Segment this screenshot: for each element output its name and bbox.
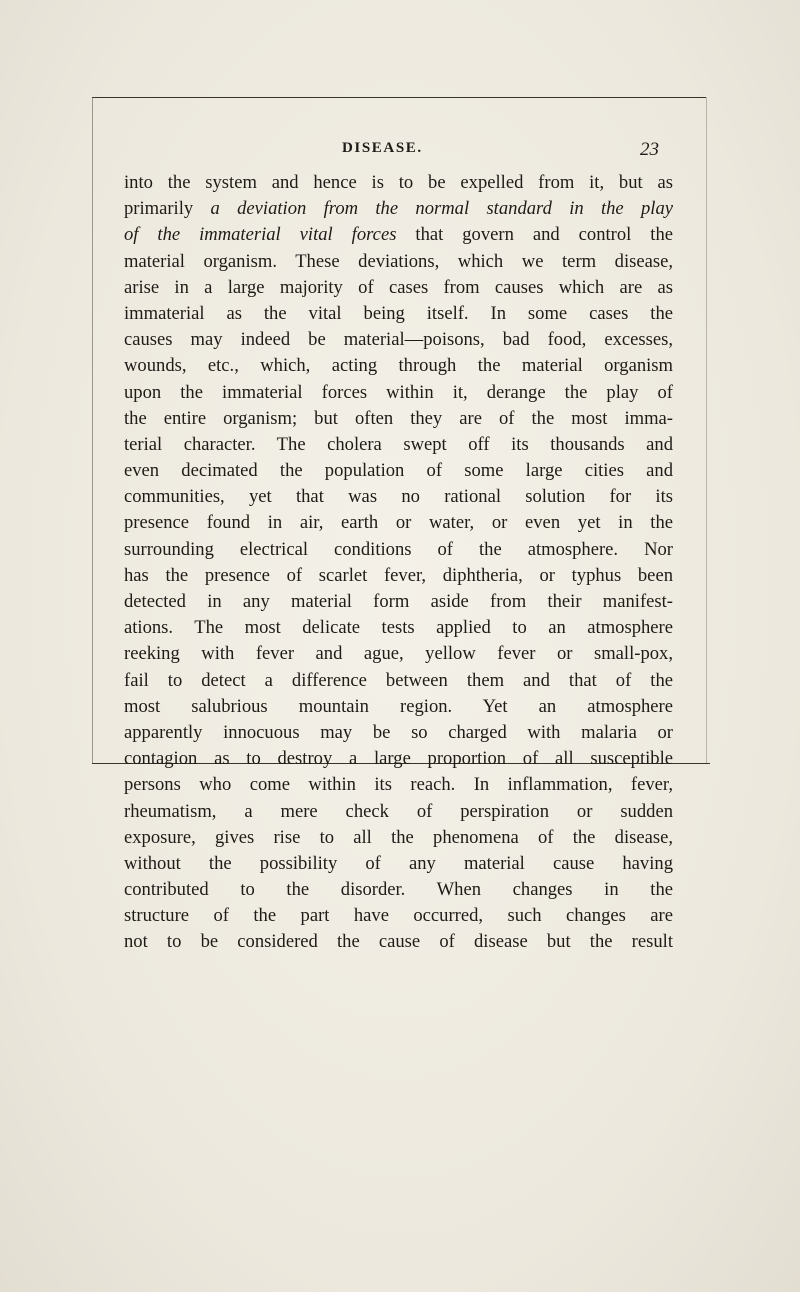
text-line [124,249,673,275]
text-line [124,720,673,746]
page-border-right [706,97,707,763]
text-line [124,380,673,406]
text-line [124,563,673,589]
text-segment: detected in any material form aside from their manifest- [124,591,673,612]
text-segment: causes may indeed be material—poisons, bad food, excesses, [124,329,673,351]
text-segment: even decimated the population of some large cities and [124,460,673,482]
running-head [0,140,800,162]
text-segment: not to be considered the cause of disease but the result [124,931,673,953]
text-segment: terial character. The cholera swept off its thousands and [124,433,673,455]
text-segment: material organism. These deviations, which we term disease, [124,250,673,272]
italic-text-segment: of the immaterial vital forces [124,224,397,246]
text-segment: surrounding electrical conditions of the atmosphere. Nor [124,538,673,560]
page-number: 23 [640,139,659,160]
text-line [124,615,673,641]
text-segment: fail to detect a difference between them and that of the [124,669,673,691]
text-line [124,877,673,903]
text-line [124,353,673,379]
body-text [124,170,673,956]
text-line [124,772,673,798]
page-border-left [92,97,93,763]
text-segment: exposure, gives rise to all the phenomena of the disease, [124,826,673,848]
text-line [124,694,673,720]
text-segment: ations. The most delicate tests applied to an atmosphere [124,617,673,639]
text-segment: contributed to the disorder. When changes in the [124,879,673,901]
text-segment: apparently innocuous may be so charged with malaria or [124,721,673,743]
text-line [124,799,673,825]
text-line [124,432,673,458]
text-segment: into the system and hence is to be expelled from it, but as [124,172,673,193]
text-segment: persons who come within its reach. In inflammation, fever, [124,774,673,796]
text-segment: upon the immaterial forces within it, derange the play of [124,381,673,403]
text-segment: wounds, etc., which, acting through the material organism [124,355,673,377]
text-line [124,537,673,563]
text-segment: primarily [124,198,211,220]
italic-text-segment: a deviation from the normal standard in the play [210,198,674,220]
text-line [124,301,673,327]
text-line [124,406,673,432]
text-line [124,668,673,694]
text-line [124,222,673,248]
text-segment: contagion as to destroy a large proportion of all susceptible [124,748,673,770]
text-line [124,484,673,510]
text-line [124,170,673,196]
text-segment: presence found in air, earth or water, or even yet in the [124,512,673,534]
text-line [124,746,673,772]
text-segment: without the possibility of any material cause having [124,852,673,874]
text-segment: reeking with fever and ague, yellow fever or small-pox, [124,643,673,665]
text-segment: most salubrious mountain region. Yet an atmosphere [124,695,673,717]
text-line [124,510,673,536]
page-border-top [92,97,706,98]
text-segment: rheumatism, a mere check of perspiration or sudden [124,800,673,822]
text-line [124,327,673,353]
text-segment: the entire organism; but often they are of the most imma- [124,407,673,429]
text-line [124,196,673,222]
text-line [124,929,673,955]
text-line [124,275,673,301]
text-line [124,641,673,667]
text-segment: has the presence of scarlet fever, diphtheria, or typhus been [124,564,673,586]
text-segment: arise in a large majority of cases from causes which are as [124,276,673,298]
text-line [124,825,673,851]
text-segment: structure of the part have occurred, such changes are [124,905,673,927]
text-segment: that govern and control the [396,224,673,246]
text-line [124,458,673,484]
text-segment: immaterial as the vital being itself. In some cases the [124,302,673,324]
text-line [124,589,673,615]
text-segment: communities, yet that was no rational solution for its [124,486,673,508]
text-line [124,903,673,929]
text-line [124,851,673,877]
running-head-title: DISEASE. [342,140,423,156]
